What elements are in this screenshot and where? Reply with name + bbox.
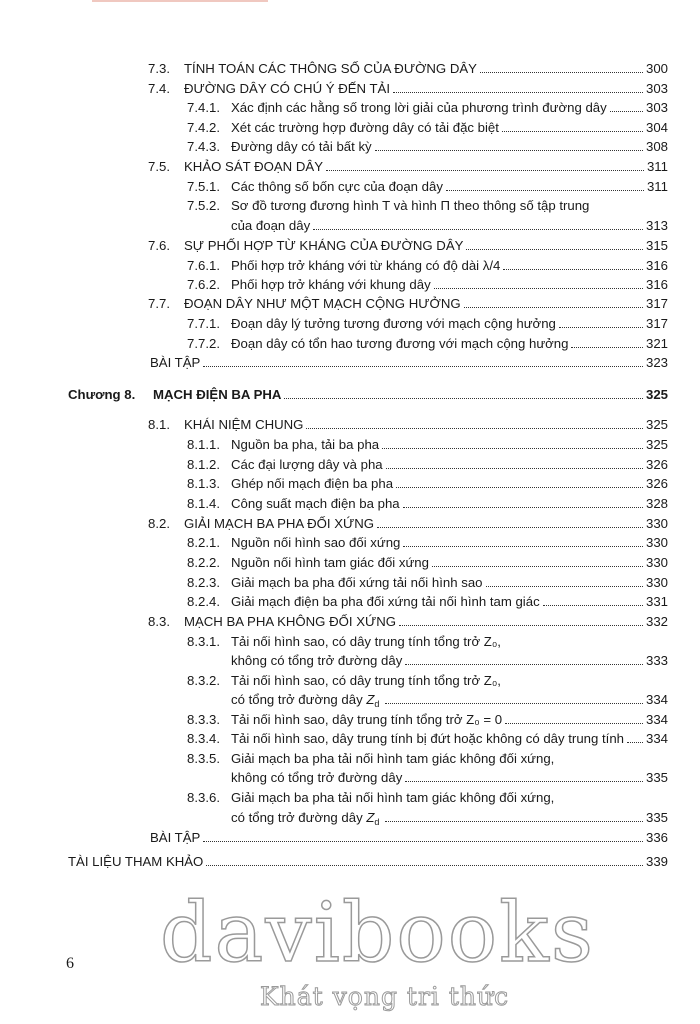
toc-page: 326 <box>645 457 668 472</box>
toc-number: 8.2.4. <box>187 594 220 609</box>
toc-number: 7.4.2. <box>187 120 220 135</box>
toc-number: 7.5.2. <box>187 198 220 213</box>
toc-row-continuation <box>231 651 668 671</box>
toc-number: 7.4.3. <box>187 139 220 154</box>
toc-leader-dots <box>571 347 643 348</box>
toc-title: Sơ đồ tương đương hình T và hình Π theo thông số tập trung <box>231 198 590 213</box>
toc-row <box>187 177 668 197</box>
toc-number: 8.1.4. <box>187 496 220 511</box>
toc-title: BÀI TẬP <box>150 355 201 370</box>
toc-title-continued: có tổng trở đường dây $Z_d$ <box>231 810 380 827</box>
toc-title: Xác định các hằng số trong lời giải của phương trình đường dây <box>231 100 607 115</box>
toc-page: 330 <box>645 575 668 590</box>
toc-title-continued: có tổng trở đường dây $Z_d$ <box>231 692 380 709</box>
toc-row <box>187 729 668 749</box>
toc-title: KHẢO SÁT ĐOẠN DÂY <box>184 159 323 174</box>
toc-number: 8.2.3. <box>187 575 220 590</box>
toc-number: 7.7. <box>148 296 170 311</box>
toc-leader-dots <box>382 448 643 449</box>
toc-leader-dots <box>203 366 643 367</box>
toc-number: 8.3.3. <box>187 712 220 727</box>
toc-title: KHÁI NIỆM CHUNG <box>184 417 304 432</box>
toc-row <box>187 592 668 612</box>
toc-row-continuation <box>231 690 668 710</box>
toc-title: Giải mạch điện ba pha đối xứng tải nối hình tam giác <box>231 594 540 609</box>
page-number: 6 <box>66 955 74 972</box>
toc-leader-dots <box>434 288 643 289</box>
toc-title: MẠCH ĐIỆN BA PHA <box>153 387 282 402</box>
toc-leader-dots <box>505 723 643 724</box>
toc-row <box>187 98 668 118</box>
toc-row <box>187 553 668 573</box>
toc-leader-dots <box>284 398 643 399</box>
toc-row <box>187 256 668 276</box>
toc-leader-dots <box>405 664 643 665</box>
toc-leader-dots <box>610 111 643 112</box>
toc-chapter-row <box>68 385 668 405</box>
toc-page: 330 <box>645 555 668 570</box>
toc-leader-dots <box>306 428 643 429</box>
toc-title-continued: không có tổng trở đường dây <box>231 653 403 668</box>
toc-number: 8.3.5. <box>187 751 220 766</box>
toc-title: Tải nối hình sao, có dây trung tính tổng trở Z₀, <box>231 634 501 649</box>
toc-number: 7.4. <box>148 81 170 96</box>
toc-leader-dots <box>405 781 643 782</box>
toc-row <box>187 137 668 157</box>
toc-page: 326 <box>645 476 668 491</box>
toc-leader-dots <box>393 92 643 93</box>
toc-leader-dots <box>403 507 643 508</box>
toc-page: 311 <box>646 179 668 194</box>
toc-leader-dots <box>432 566 643 567</box>
toc-row <box>187 275 668 295</box>
toc-leader-dots <box>480 72 643 73</box>
toc-page: 331 <box>645 594 668 609</box>
toc-leader-dots <box>403 546 643 547</box>
toc-title: TÍNH TOÁN CÁC THÔNG SỐ CỦA ĐƯỜNG DÂY <box>184 61 477 76</box>
toc-page: 325 <box>645 387 668 402</box>
toc-row <box>187 788 668 808</box>
toc-leader-dots <box>399 625 643 626</box>
toc-title: Các đại lượng dây và pha <box>231 457 383 472</box>
toc-title: ĐƯỜNG DÂY CÓ CHÚ Ý ĐẾN TẢI <box>184 81 391 96</box>
toc-page: 316 <box>645 277 668 292</box>
toc-number: 7.3. <box>148 61 170 76</box>
toc-title: GIẢI MẠCH BA PHA ĐỐI XỨNG <box>184 516 375 531</box>
toc-page: 317 <box>645 296 668 311</box>
toc-row <box>148 79 668 99</box>
toc-number: 8.1.3. <box>187 476 220 491</box>
toc-leader-dots <box>326 170 644 171</box>
toc-row <box>148 236 668 256</box>
toc-leader-dots <box>203 841 643 842</box>
toc-page: 334 <box>645 731 668 746</box>
toc-row <box>187 196 668 216</box>
toc-page: 335 <box>645 810 668 825</box>
toc-number: 8.3.2. <box>187 673 220 688</box>
toc-title: Nguồn nối hình sao đối xứng <box>231 535 401 550</box>
toc-page: 332 <box>645 614 668 629</box>
toc-title: Xét các trường hợp đường dây có tải đặc biệt <box>231 120 499 135</box>
toc-number: 8.3. <box>148 614 170 629</box>
toc-row-continuation <box>231 808 668 828</box>
watermark-brand: davibooks <box>160 886 595 981</box>
toc-title: Phối hợp trở kháng với từ kháng có độ dài λ/4 <box>231 258 501 273</box>
toc-number: 8.3.4. <box>187 731 220 746</box>
toc-row <box>187 671 668 691</box>
toc-number: 7.5. <box>148 159 170 174</box>
toc-leader-dots <box>446 190 644 191</box>
toc-title: Giải mạch ba pha tải nối hình tam giác không đối xứng, <box>231 751 555 766</box>
toc-row <box>187 435 668 455</box>
toc-title: MẠCH BA PHA KHÔNG ĐỐI XỨNG <box>184 614 397 629</box>
toc-title: Tải nối hình sao, dây trung tính bị đứt hoặc không có dây trung tính <box>231 731 624 746</box>
toc-page: 323 <box>645 355 668 370</box>
toc-title: Tải nối hình sao, có dây trung tính tổng trở Z₀, <box>231 673 501 688</box>
toc-row <box>148 415 668 435</box>
toc-page: 336 <box>645 830 668 845</box>
toc-row <box>187 334 668 354</box>
toc-leader-dots <box>385 821 643 822</box>
toc-page: 316 <box>645 258 668 273</box>
toc-page: 303 <box>645 100 668 115</box>
toc-leader-dots <box>386 468 643 469</box>
toc-page: 335 <box>645 770 668 785</box>
toc-title: Nguồn nối hình tam giác đối xứng <box>231 555 429 570</box>
toc-number: 8.3.6. <box>187 790 220 805</box>
toc-page: 330 <box>645 535 668 550</box>
toc-row <box>187 474 668 494</box>
top-rule <box>92 0 268 2</box>
toc-page: 304 <box>645 120 668 135</box>
toc-title: Ghép nối mạch điện ba pha <box>231 476 394 491</box>
toc-number: 7.4.1. <box>187 100 220 115</box>
toc-row <box>187 455 668 475</box>
toc-title: Nguồn ba pha, tải ba pha <box>231 437 380 452</box>
toc-number: 8.2.2. <box>187 555 220 570</box>
toc-leader-dots <box>627 742 643 743</box>
toc-leader-dots <box>486 586 643 587</box>
toc-row <box>187 494 668 514</box>
toc-row <box>187 632 668 652</box>
toc-page: 303 <box>645 81 668 96</box>
toc-title-continued: của đoạn dây <box>231 218 311 233</box>
toc-number: 7.7.1. <box>187 316 220 331</box>
toc-number: 8.1. <box>148 417 170 432</box>
toc-page: 308 <box>645 139 668 154</box>
toc-leader-dots <box>559 327 643 328</box>
toc-row <box>148 294 668 314</box>
toc-leader-dots <box>502 131 643 132</box>
toc-page: 315 <box>645 238 668 253</box>
toc-row <box>187 533 668 553</box>
toc-leader-dots <box>375 150 643 151</box>
toc-title: Đoạn dây có tổn hao tương đương với mạch cộng hưởng <box>231 336 569 351</box>
toc-number: 7.6.2. <box>187 277 220 292</box>
toc-leader-dots <box>377 527 643 528</box>
toc-page: 317 <box>645 316 668 331</box>
toc-row <box>148 157 668 177</box>
toc-leader-dots <box>466 249 643 250</box>
toc-leader-dots <box>396 487 643 488</box>
toc-leader-dots <box>543 605 643 606</box>
toc-title: Công suất mạch điện ba pha <box>231 496 400 511</box>
toc-row <box>187 118 668 138</box>
toc-title: Các thông số bốn cực của đoạn dây <box>231 179 443 194</box>
toc-page: 313 <box>645 218 668 233</box>
toc-title: Tải nối hình sao, dây trung tính tổng trở Z₀ = 0 <box>231 712 503 727</box>
toc-number: 8.1.2. <box>187 457 220 472</box>
toc-page: 300 <box>645 61 668 76</box>
toc-number: 8.2. <box>148 516 170 531</box>
toc-number: 7.5.1. <box>187 179 220 194</box>
toc-row <box>187 573 668 593</box>
toc-page: 339 <box>645 854 668 869</box>
toc-title-continued: không có tổng trở đường dây <box>231 770 403 785</box>
toc-number: 8.3.1. <box>187 634 220 649</box>
toc-leader-dots <box>206 865 643 866</box>
toc-title: Đoạn dây lý tưởng tương đương với mạch cộng hưởng <box>231 316 556 331</box>
toc-title: Giải mạch ba pha tải nối hình tam giác không đối xứng, <box>231 790 555 805</box>
toc-row <box>187 749 668 769</box>
watermark-slogan: Khát vọng tri thức <box>260 982 510 1011</box>
toc-page: 334 <box>645 712 668 727</box>
toc-number: 8.1.1. <box>187 437 220 452</box>
toc-title: Giải mạch ba pha đối xứng tải nối hình sao <box>231 575 483 590</box>
toc-title: Đường dây có tải bất kỳ <box>231 139 372 154</box>
toc-page: 325 <box>645 417 668 432</box>
toc-row-continuation <box>231 768 668 788</box>
toc-number: 7.7.2. <box>187 336 220 351</box>
toc-page: 334 <box>645 692 668 707</box>
toc-page: 321 <box>645 336 668 351</box>
toc-leader-dots <box>385 703 643 704</box>
toc-row <box>187 710 668 730</box>
toc-page: 330 <box>645 516 668 531</box>
toc-row <box>148 514 668 534</box>
toc-row <box>68 852 668 872</box>
toc-title: TÀI LIỆU THAM KHẢO <box>68 854 204 869</box>
toc-title: BÀI TẬP <box>150 830 201 845</box>
toc-row <box>187 314 668 334</box>
toc-page: 311 <box>646 159 668 174</box>
toc-row <box>150 353 668 373</box>
toc-leader-dots <box>313 229 643 230</box>
toc-number: Chương 8. <box>68 387 136 402</box>
toc-number: 7.6.1. <box>187 258 220 273</box>
toc-page: 325 <box>645 437 668 452</box>
toc-row-continuation <box>231 216 668 236</box>
toc-number: 8.2.1. <box>187 535 220 550</box>
toc-title: Phối hợp trở kháng với khung dây <box>231 277 431 292</box>
toc-number: 7.6. <box>148 238 170 253</box>
toc-leader-dots <box>464 307 643 308</box>
toc-page: 328 <box>645 496 668 511</box>
toc-title: ĐOẠN DÂY NHƯ MỘT MẠCH CỘNG HƯỞNG <box>184 296 461 311</box>
toc-row <box>148 612 668 632</box>
toc-row <box>150 828 668 848</box>
toc-page: 333 <box>645 653 668 668</box>
toc-leader-dots <box>503 269 643 270</box>
toc-title: SỰ PHỐI HỢP TỪ KHÁNG CỦA ĐƯỜNG DÂY <box>184 238 464 253</box>
toc-row <box>148 59 668 79</box>
